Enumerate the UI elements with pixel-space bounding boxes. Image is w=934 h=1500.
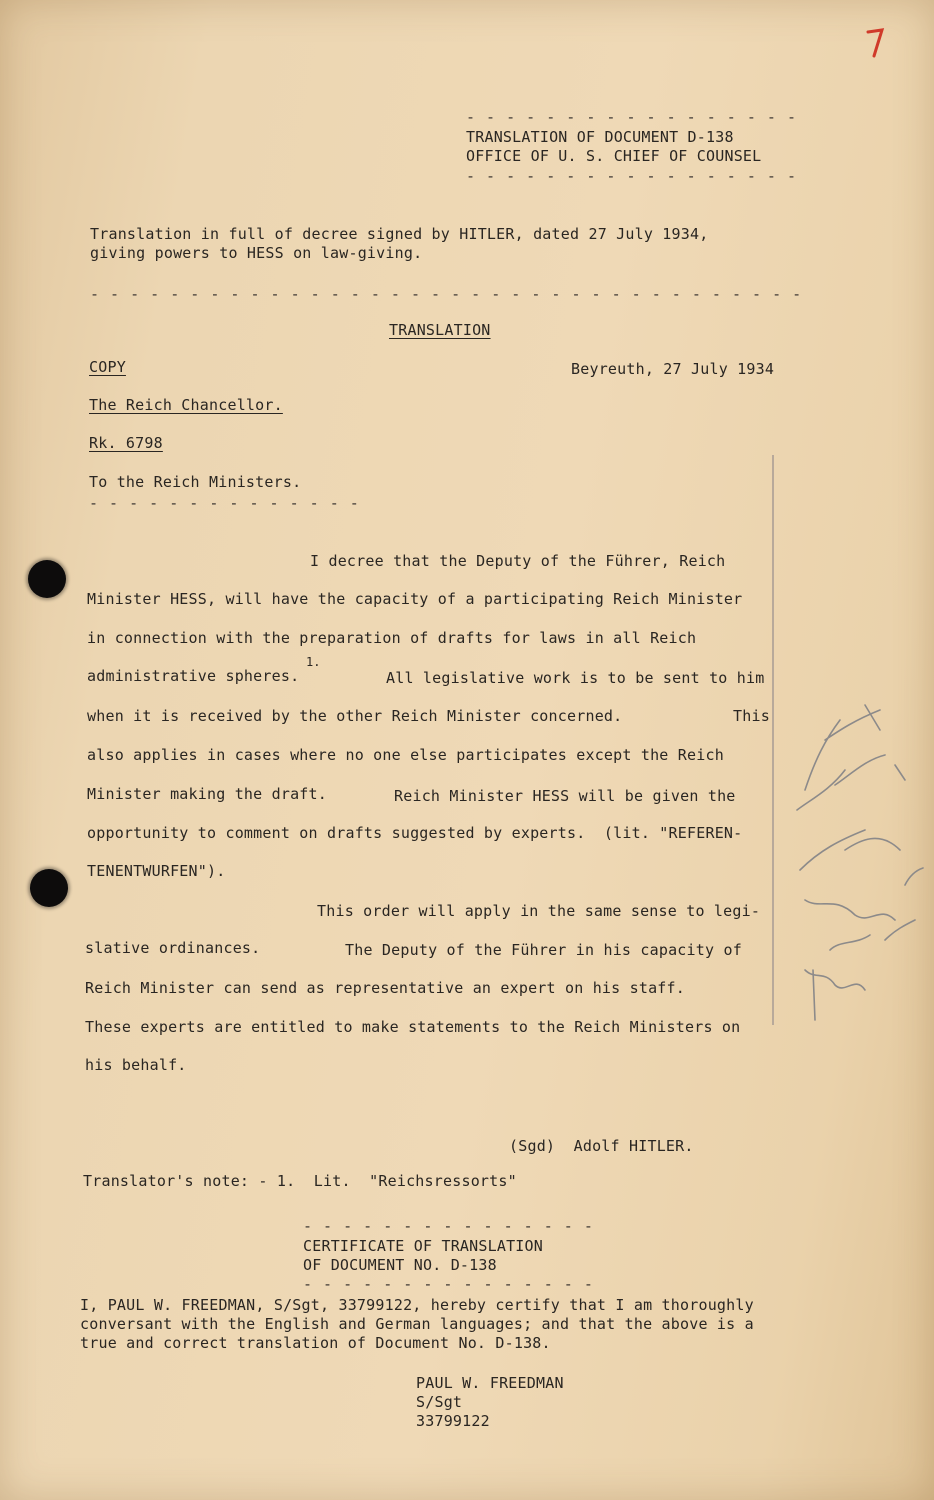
header-rule-bottom: - - - - - - - - - - - - - - - - -	[466, 167, 798, 185]
summary-line-1: Translation in full of decree signed by HITLER, dated 27 July 1934,	[90, 225, 709, 243]
body-line-12: Reich Minister can send as representative an expert on his staff.	[85, 979, 685, 997]
body-line-4a: administrative spheres.	[87, 667, 300, 685]
body-line-2: Minister HESS, will have the capacity of a participating Reich Minister	[87, 590, 743, 608]
body-line-14: his behalf.	[85, 1056, 187, 1074]
reference-number: Rk. 6798	[89, 434, 163, 452]
margin-line	[772, 455, 774, 1025]
footnote-marker: 1.	[306, 655, 321, 669]
place-date: Beyreuth, 27 July 1934	[571, 360, 775, 378]
summary-line-2: giving powers to HESS on law-giving.	[90, 244, 423, 262]
body-line-8: opportunity to comment on drafts suggested by experts. (lit. "REFEREN-	[87, 824, 743, 842]
body-line-7b: Reich Minister HESS will be given the	[394, 787, 736, 805]
certificate-title-1: CERTIFICATE OF TRANSLATION	[303, 1237, 543, 1255]
header-rule-top: - - - - - - - - - - - - - - - - -	[466, 108, 798, 126]
copy-label: COPY	[89, 358, 126, 376]
punch-hole-bottom	[30, 869, 68, 907]
body-line-3: in connection with the preparation of drafts for laws in all Reich	[87, 629, 697, 647]
pencil-annotation-scribble	[785, 700, 925, 1030]
certificate-title-2: OF DOCUMENT NO. D-138	[303, 1256, 497, 1274]
body-line-9: TENENTWURFEN").	[87, 862, 226, 880]
translation-heading: TRANSLATION	[389, 321, 491, 339]
body-line-4b: All legislative work is to be sent to him	[386, 669, 765, 687]
certificate-text-1: I, PAUL W. FREEDMAN, S/Sgt, 33799122, hereby certify that I am thoroughly	[80, 1296, 754, 1314]
certificate-text-3: true and correct translation of Document No. D-138.	[80, 1334, 551, 1352]
addressee: To the Reich Ministers.	[89, 473, 302, 491]
body-line-11a: slative ordinances.	[85, 939, 261, 957]
header-line-2: OFFICE OF U. S. CHIEF OF COUNSEL	[466, 147, 762, 165]
body-line-5a: when it is received by the other Reich Minister concerned.	[87, 707, 623, 725]
section-divider: - - - - - - - - - - - - - - - - - - - - - - - - - - - - - - - - - - - -	[90, 285, 803, 303]
translator-note: Translator's note: - 1. Lit. "Reichsressorts"	[83, 1172, 517, 1190]
punch-hole-top	[28, 560, 66, 598]
certifier-name: PAUL W. FREEDMAN	[416, 1374, 564, 1392]
from-line: The Reich Chancellor.	[89, 396, 283, 414]
body-line-5b: This	[733, 707, 770, 725]
addressee-rule: - - - - - - - - - - - - - -	[89, 494, 360, 512]
body-line-10: This order will apply in the same sense to legi-	[317, 902, 761, 920]
certificate-rule-top: - - - - - - - - - - - - - - -	[303, 1217, 594, 1235]
certificate-text-2: conversant with the English and German languages; and that the above is a	[80, 1315, 754, 1333]
body-line-1: I decree that the Deputy of the Führer, Reich	[310, 552, 726, 570]
body-line-6: also applies in cases where no one else participates except the Reich	[87, 746, 724, 764]
certifier-rank: S/Sgt	[416, 1393, 463, 1411]
body-line-13: These experts are entitled to make statements to the Reich Ministers on	[85, 1018, 741, 1036]
signature: (Sgd) Adolf HITLER.	[509, 1137, 694, 1155]
red-page-number-mark	[864, 26, 888, 58]
header-line-1: TRANSLATION OF DOCUMENT D-138	[466, 128, 734, 146]
certifier-serial: 33799122	[416, 1412, 490, 1430]
certificate-rule-bottom: - - - - - - - - - - - - - - -	[303, 1275, 594, 1293]
body-line-11b: The Deputy of the Führer in his capacity of	[345, 941, 742, 959]
body-line-7a: Minister making the draft.	[87, 785, 327, 803]
